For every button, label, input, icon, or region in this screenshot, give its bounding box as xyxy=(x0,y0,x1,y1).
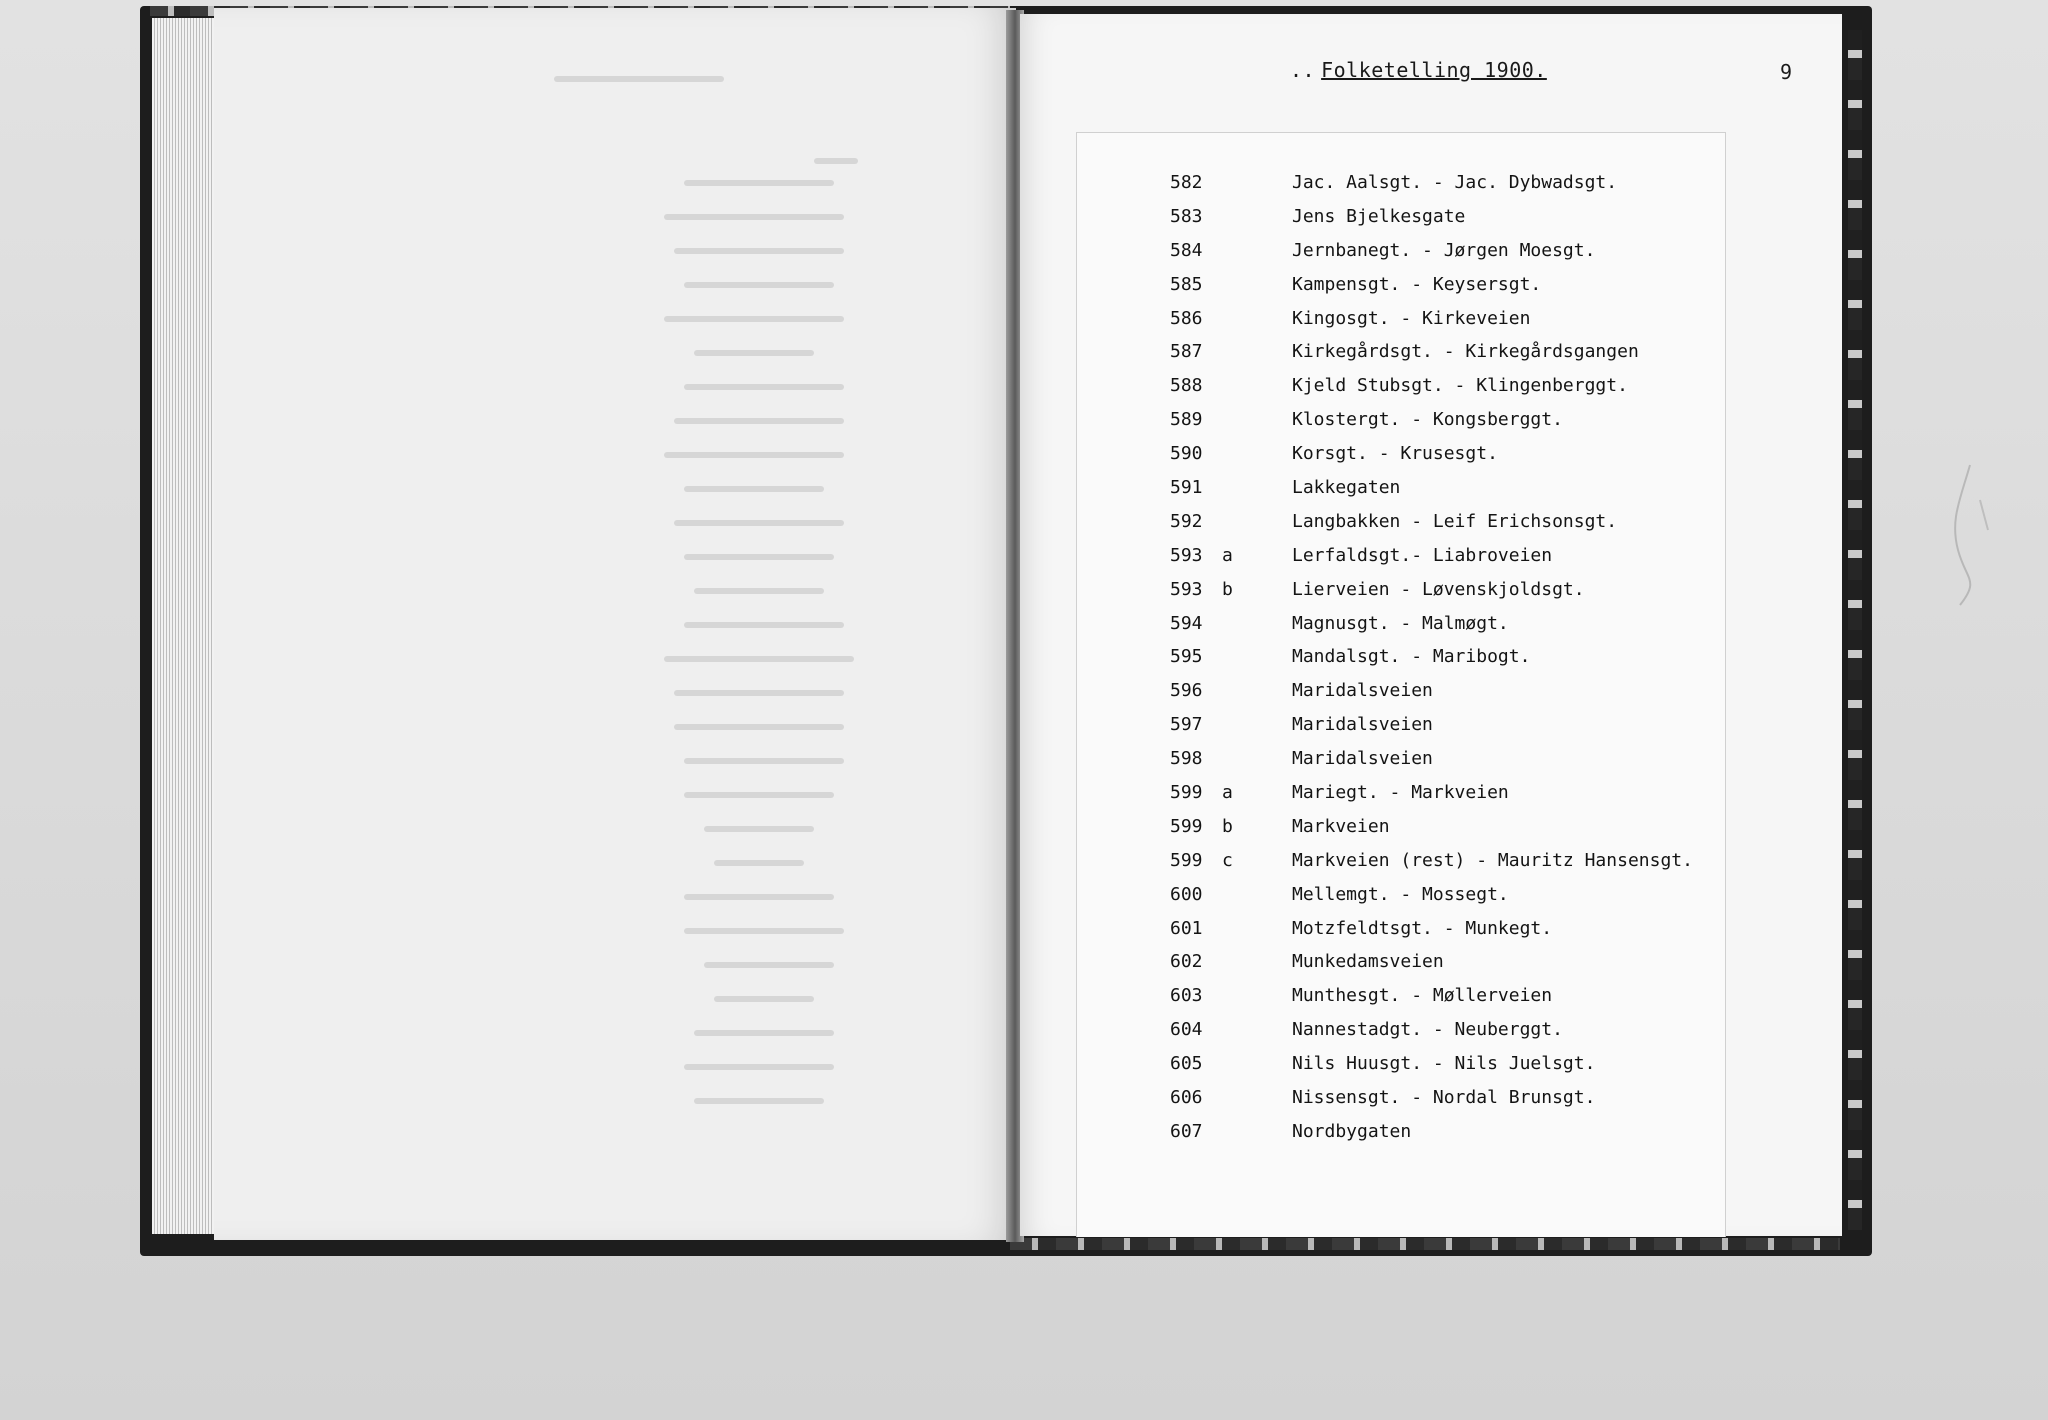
bleed-through-line xyxy=(554,76,724,82)
district-suffix: b xyxy=(1222,578,1233,600)
district-number: 604 xyxy=(1170,1019,1203,1041)
bleed-through-line xyxy=(674,724,844,730)
list-item xyxy=(1170,918,1730,952)
district-number: 600 xyxy=(1170,883,1203,905)
list-item xyxy=(1170,240,1730,274)
district-number: 587 xyxy=(1170,341,1203,363)
district-number: 589 xyxy=(1170,409,1203,431)
district-number: 603 xyxy=(1170,985,1203,1007)
cover-edge-right xyxy=(1848,30,1862,1230)
district-number: 591 xyxy=(1170,477,1203,499)
street-names: Jernbanegt. - Jørgen Moesgt. xyxy=(1292,239,1596,261)
street-names: Lakkegaten xyxy=(1292,477,1401,499)
bleed-through-line xyxy=(664,316,844,322)
bleed-through-line xyxy=(684,758,844,764)
street-names: Magnusgt. - Malmøgt. xyxy=(1292,612,1509,634)
list-item xyxy=(1170,579,1730,613)
district-suffix: c xyxy=(1222,849,1233,871)
street-names: Markveien xyxy=(1292,815,1390,837)
street-names: Nannestadgt. - Neuberggt. xyxy=(1292,1019,1563,1041)
district-number: 582 xyxy=(1170,172,1203,193)
street-names: Klostergt. - Kongsberggt. xyxy=(1292,409,1563,431)
district-number: 588 xyxy=(1170,375,1203,397)
page-header xyxy=(1290,58,1547,82)
district-number: 602 xyxy=(1170,951,1203,973)
district-number: 605 xyxy=(1170,1053,1203,1075)
page-stack-edge xyxy=(152,18,216,1234)
list-item xyxy=(1170,782,1730,816)
street-names: Kjeld Stubsgt. - Klingenberggt. xyxy=(1292,375,1628,397)
list-item xyxy=(1170,409,1730,443)
bleed-through-line xyxy=(684,554,834,560)
list-item xyxy=(1170,1053,1730,1087)
street-names: Jac. Aalsgt. - Jac. Dybwadsgt. xyxy=(1292,172,1618,193)
bleed-through-line xyxy=(664,452,844,458)
bleed-through-line xyxy=(664,656,854,662)
district-number: 590 xyxy=(1170,443,1203,465)
list-item xyxy=(1170,1121,1730,1155)
bleed-through-line xyxy=(674,418,844,424)
list-item xyxy=(1170,613,1730,647)
header-dots: .. xyxy=(1290,58,1316,82)
district-number: 583 xyxy=(1170,205,1203,227)
street-names: Jens Bjelkesgate xyxy=(1292,205,1466,227)
district-suffix: a xyxy=(1222,782,1233,804)
bleed-through-line xyxy=(714,996,814,1002)
street-names: Mellemgt. - Mossegt. xyxy=(1292,883,1509,905)
bleed-through-line xyxy=(684,894,834,900)
list-item xyxy=(1170,680,1730,714)
district-number: 607 xyxy=(1170,1120,1203,1142)
list-item xyxy=(1170,850,1730,884)
street-names: Kampensgt. - Keysersgt. xyxy=(1292,273,1542,295)
list-item xyxy=(1170,477,1730,511)
list-item xyxy=(1170,511,1730,545)
bleed-through-line xyxy=(684,180,834,186)
district-number: 596 xyxy=(1170,680,1203,702)
street-names: Nordbygaten xyxy=(1292,1120,1412,1142)
bleed-through-line xyxy=(674,690,844,696)
bleed-through-line xyxy=(814,158,858,164)
bleed-through-line xyxy=(694,588,824,594)
list-item xyxy=(1170,375,1730,409)
page-title: Folketelling 1900. xyxy=(1321,58,1547,82)
district-number: 594 xyxy=(1170,612,1203,634)
street-names: Kingosgt. - Kirkeveien xyxy=(1292,307,1531,329)
list-item xyxy=(1170,951,1730,985)
bleed-through-line xyxy=(674,520,844,526)
list-item xyxy=(1170,206,1730,240)
street-names: Lerfaldsgt.- Liabroveien xyxy=(1292,544,1553,566)
page-number: 9 xyxy=(1780,60,1793,84)
bleed-through-line xyxy=(714,860,804,866)
list-item xyxy=(1170,748,1730,782)
street-names: Munkedamsveien xyxy=(1292,951,1444,973)
street-names: Langbakken - Leif Erichsonsgt. xyxy=(1292,510,1618,532)
street-names: Kirkegårdsgt. - Kirkegårdsgangen xyxy=(1292,341,1639,363)
street-names: Mariegt. - Markveien xyxy=(1292,782,1509,804)
street-names: Munthesgt. - Møllerveien xyxy=(1292,985,1553,1007)
district-number: 593 xyxy=(1170,578,1203,600)
list-item xyxy=(1170,816,1730,850)
list-item xyxy=(1170,884,1730,918)
street-names: Lierveien - Løvenskjoldsgt. xyxy=(1292,578,1585,600)
list-item xyxy=(1170,341,1730,375)
bleed-through-line xyxy=(664,214,844,220)
bleed-through-line xyxy=(684,1064,834,1070)
street-names: Maridalsveien xyxy=(1292,680,1433,702)
list-item xyxy=(1170,172,1730,206)
street-names: Motzfeldtsgt. - Munkegt. xyxy=(1292,917,1553,939)
district-number: 586 xyxy=(1170,307,1203,329)
list-item xyxy=(1170,1087,1730,1121)
district-number: 595 xyxy=(1170,646,1203,668)
bleed-through-line xyxy=(684,622,844,628)
bleed-through-line xyxy=(704,826,814,832)
district-suffix: b xyxy=(1222,815,1233,837)
left-page xyxy=(214,8,1016,1240)
list-item xyxy=(1170,985,1730,1019)
list-item xyxy=(1170,714,1730,748)
bleed-through-line xyxy=(694,1098,824,1104)
bleed-through-line xyxy=(684,928,844,934)
street-names: Markveien (rest) - Mauritz Hansensgt. xyxy=(1292,849,1693,871)
street-names: Nissensgt. - Nordal Brunsgt. xyxy=(1292,1087,1596,1109)
bleed-through-line xyxy=(694,1030,834,1036)
bleed-through-line xyxy=(704,962,834,968)
district-number: 601 xyxy=(1170,917,1203,939)
pencil-mark xyxy=(1930,460,2000,610)
list-item xyxy=(1170,308,1730,342)
list-item xyxy=(1170,545,1730,579)
bleed-through-line xyxy=(674,248,844,254)
bleed-through-line xyxy=(684,792,834,798)
street-names: Korsgt. - Krusesgt. xyxy=(1292,443,1498,465)
street-names: Maridalsveien xyxy=(1292,714,1433,736)
district-number: 598 xyxy=(1170,748,1203,770)
census-district-list xyxy=(1170,172,1730,1155)
district-number: 584 xyxy=(1170,239,1203,261)
district-number: 593 xyxy=(1170,544,1203,566)
bleed-through-line xyxy=(684,384,844,390)
cover-edge-bottom xyxy=(1010,1238,1840,1250)
bleed-through-line xyxy=(684,282,834,288)
list-item xyxy=(1170,1019,1730,1053)
district-number: 606 xyxy=(1170,1087,1203,1109)
district-number: 599 xyxy=(1170,849,1203,871)
district-number: 599 xyxy=(1170,815,1203,837)
district-number: 599 xyxy=(1170,782,1203,804)
list-item xyxy=(1170,646,1730,680)
district-suffix: a xyxy=(1222,544,1233,566)
bleed-through-line xyxy=(694,350,814,356)
district-number: 585 xyxy=(1170,273,1203,295)
district-number: 592 xyxy=(1170,510,1203,532)
street-names: Nils Huusgt. - Nils Juelsgt. xyxy=(1292,1053,1596,1075)
bleed-through-line xyxy=(684,486,824,492)
list-item xyxy=(1170,274,1730,308)
list-item xyxy=(1170,443,1730,477)
street-names: Mandalsgt. - Maribogt. xyxy=(1292,646,1531,668)
district-number: 597 xyxy=(1170,714,1203,736)
street-names: Maridalsveien xyxy=(1292,748,1433,770)
